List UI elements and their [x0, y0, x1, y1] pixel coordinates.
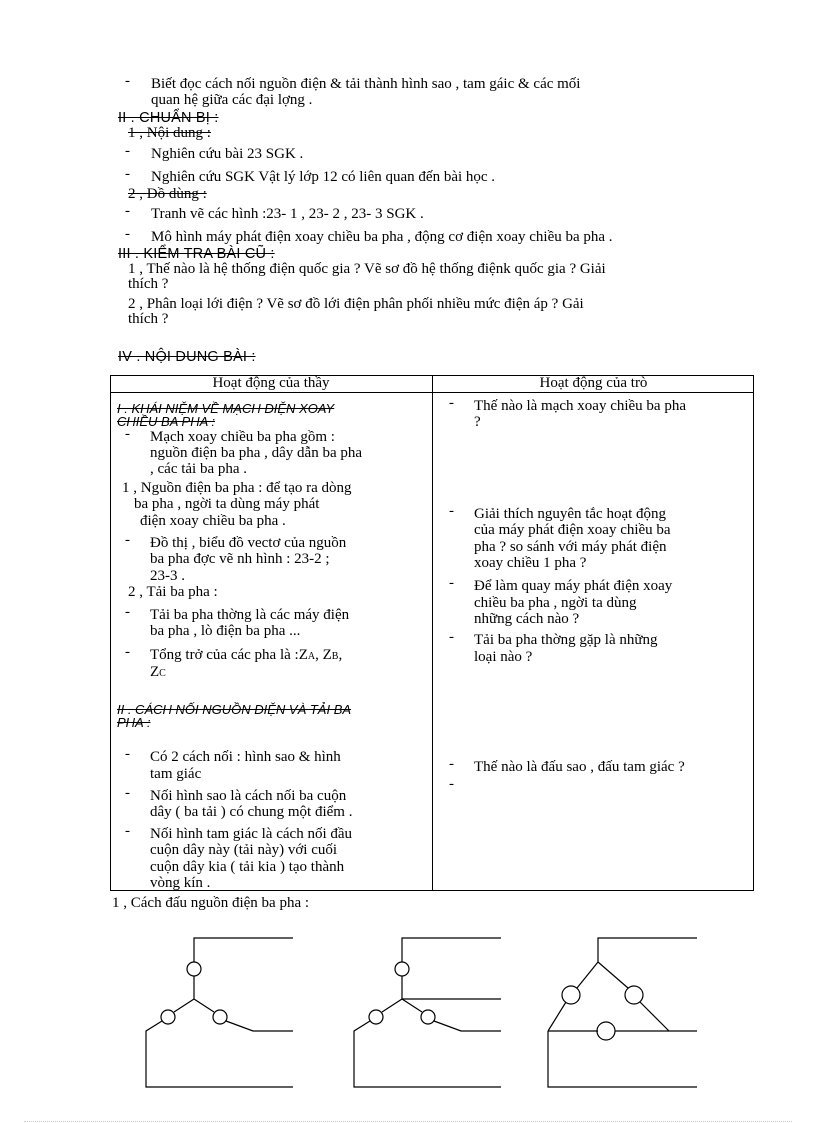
bullet-dash: - — [125, 604, 130, 620]
coil-circle — [161, 1010, 175, 1024]
left-text: tam giác — [150, 766, 202, 782]
right-question: những cách nào ? — [474, 611, 580, 627]
bullet-dash: - — [125, 426, 130, 442]
prep-item: Nghiên cứu SGK Vật lý lớp 12 có liên quan đến bài học . — [151, 169, 496, 185]
left-text: Đồ thị , biểu đồ vectơ của nguồn — [150, 535, 347, 551]
left-text: 1 , Nguồn điện ba pha : để tạo ra dòng — [122, 480, 352, 496]
left-heading-2: II . CÁCH NỐI NGUỒN ĐIỆN VÀ TẢI BA — [117, 702, 352, 717]
right-question: ? — [474, 414, 481, 430]
intro-line-2: quan hệ giữa các đại lợng . — [151, 92, 313, 108]
prep-item: Nghiên cứu bài 23 SGK . — [151, 146, 304, 162]
right-question: của máy phát điện xoay chiều ba — [474, 522, 671, 538]
left-text: vòng kín . — [150, 875, 211, 891]
bullet-dash: - — [449, 629, 454, 645]
bullet-dash: - — [449, 756, 454, 772]
left-text: điện xoay chiều ba pha . — [140, 513, 286, 529]
right-question: Giải thích nguyên tắc hoạt động — [474, 506, 667, 522]
coil-circle — [597, 1022, 615, 1040]
right-question: Thế nào là mạch xoay chiều ba pha — [474, 398, 686, 414]
right-question: xoay chiều 1 pha ? — [474, 555, 587, 571]
left-text: Có 2 cách nối : hình sao & hình — [150, 749, 341, 765]
review-question-2-cont: thích ? — [128, 311, 169, 327]
section-2-sub-1: 1 , Nội dung : — [128, 125, 211, 141]
coil-circle — [187, 962, 201, 976]
bullet-dash: - — [449, 395, 454, 411]
page-bottom-rule — [24, 1121, 792, 1122]
z-c: Z — [150, 664, 160, 680]
coil-circle — [562, 986, 580, 1004]
coil-circle — [625, 986, 643, 1004]
section-4-heading: IV . NỘI DUNG BÀI : — [118, 349, 256, 365]
bullet-dash: - — [449, 575, 454, 591]
bullet-dash: - — [125, 823, 130, 839]
left-heading-1: I . KHÁI NIỆM VỀ MẠCH ĐIỆN XOAY — [117, 401, 335, 416]
left-text: dây ( ba tải ) có chung một điểm . — [150, 804, 353, 820]
bullet-dash: - — [125, 785, 130, 801]
coil-circle — [369, 1010, 383, 1024]
coil-circle — [213, 1010, 227, 1024]
left-text: ba pha , ngời ta dùng máy phát — [134, 496, 320, 512]
bullet-dash: - — [125, 644, 130, 660]
column-header-student: Hoạt động của trò — [539, 375, 648, 391]
section-2-sub-2: 2 , Đồ dùng : — [128, 186, 207, 202]
coil-circle — [421, 1010, 435, 1024]
bullet-dash: - — [125, 746, 130, 762]
left-text: cuộn dây kia ( tải kia ) tạo thành — [150, 859, 345, 875]
left-heading-2-cont: PHA : — [117, 715, 151, 730]
right-question: Thế nào là đấu sao , đấu tam giác ? — [474, 759, 685, 775]
z-a: Z — [298, 647, 308, 663]
bullet-dash: - — [449, 776, 454, 792]
left-text: Mạch xoay chiều ba pha gồm : — [150, 429, 335, 445]
left-text: ba pha đợc vẽ nh hình : 23-2 ; — [150, 551, 330, 567]
left-text: Nối hình tam giác là cách nối đầu — [150, 826, 353, 842]
left-text: 2 , Tải ba pha : — [128, 584, 218, 600]
bullet-dash: - — [125, 532, 130, 548]
left-text: Tổng trở của các pha là :ZA, ZB, — [150, 647, 343, 663]
bullet-dash: - — [449, 503, 454, 519]
star-connection-diagram-1 — [146, 938, 293, 1087]
intro-line-1: Biết đọc cách nối nguồn điện & tải thành hình sao , tam gáic & các mối — [151, 76, 581, 92]
left-text: cuộn dây này (tải này) với cuối — [150, 842, 338, 858]
review-question-1-cont: thích ? — [128, 276, 169, 292]
bullet-dash: - — [125, 166, 130, 182]
right-question: Tải ba pha thờng gặp là những — [474, 632, 658, 648]
right-question: chiều ba pha , ngời ta dùng — [474, 595, 637, 611]
left-text: Nối hình sao là cách nối ba cuộn — [150, 788, 347, 804]
left-text: ba pha , lò điện ba pha ... — [150, 623, 301, 639]
left-text: 23-3 . — [150, 568, 185, 584]
star-connection-diagram-2 — [354, 938, 501, 1087]
z-b-sub: B — [331, 651, 339, 662]
z-c-sub: C — [159, 668, 166, 679]
section-3-heading: III . KIỂM TRA BÀI CŨ : — [118, 246, 275, 262]
prep-item: Tranh vẽ các hình :23- 1 , 23- 2 , 23- 3 SGK . — [151, 206, 424, 222]
review-question-1: 1 , Thế nào là hệ thống điện quốc gia ? Vẽ sơ đồ hệ thống điệnk quốc gia ? Giải — [128, 261, 606, 277]
left-heading-1-cont: CHIỀU BA PHA : — [117, 414, 216, 429]
impedance-label: Tổng trở của các pha là : — [150, 647, 299, 663]
figure-caption: 1 , Cách đấu nguồn điện ba pha : — [112, 895, 310, 911]
right-question: pha ? so sánh với máy phát điện — [474, 539, 667, 555]
bullet-dash: - — [125, 226, 130, 242]
review-question-2: 2 , Phân loại lới điện ? Vẽ sơ đồ lới điện phân phối nhiều mức điện áp ? Gải — [128, 296, 584, 312]
coil-circle — [395, 962, 409, 976]
bullet-dash: - — [125, 143, 130, 159]
z-b: Z — [322, 647, 332, 663]
right-question: Để làm quay máy phát điện xoay — [474, 578, 673, 594]
left-text: Tải ba pha thờng là các máy điện — [150, 607, 350, 623]
column-header-teacher: Hoạt động của thầy — [212, 375, 330, 391]
bullet-dash: - — [125, 203, 130, 219]
delta-connection-diagram — [548, 938, 697, 1087]
z-a-sub: A — [307, 651, 316, 662]
left-text: nguồn điện ba pha , dây dẫn ba pha — [150, 445, 363, 461]
bullet-dash: - — [125, 73, 130, 89]
right-question: loại nào ? — [474, 649, 533, 665]
prep-item: Mô hình máy phát điện xoay chiều ba pha , động cơ điện xoay chiều ba pha . — [151, 229, 613, 245]
section-2-heading: II . CHUẨN BỊ : — [118, 110, 219, 126]
left-text: , các tải ba pha . — [150, 461, 248, 477]
